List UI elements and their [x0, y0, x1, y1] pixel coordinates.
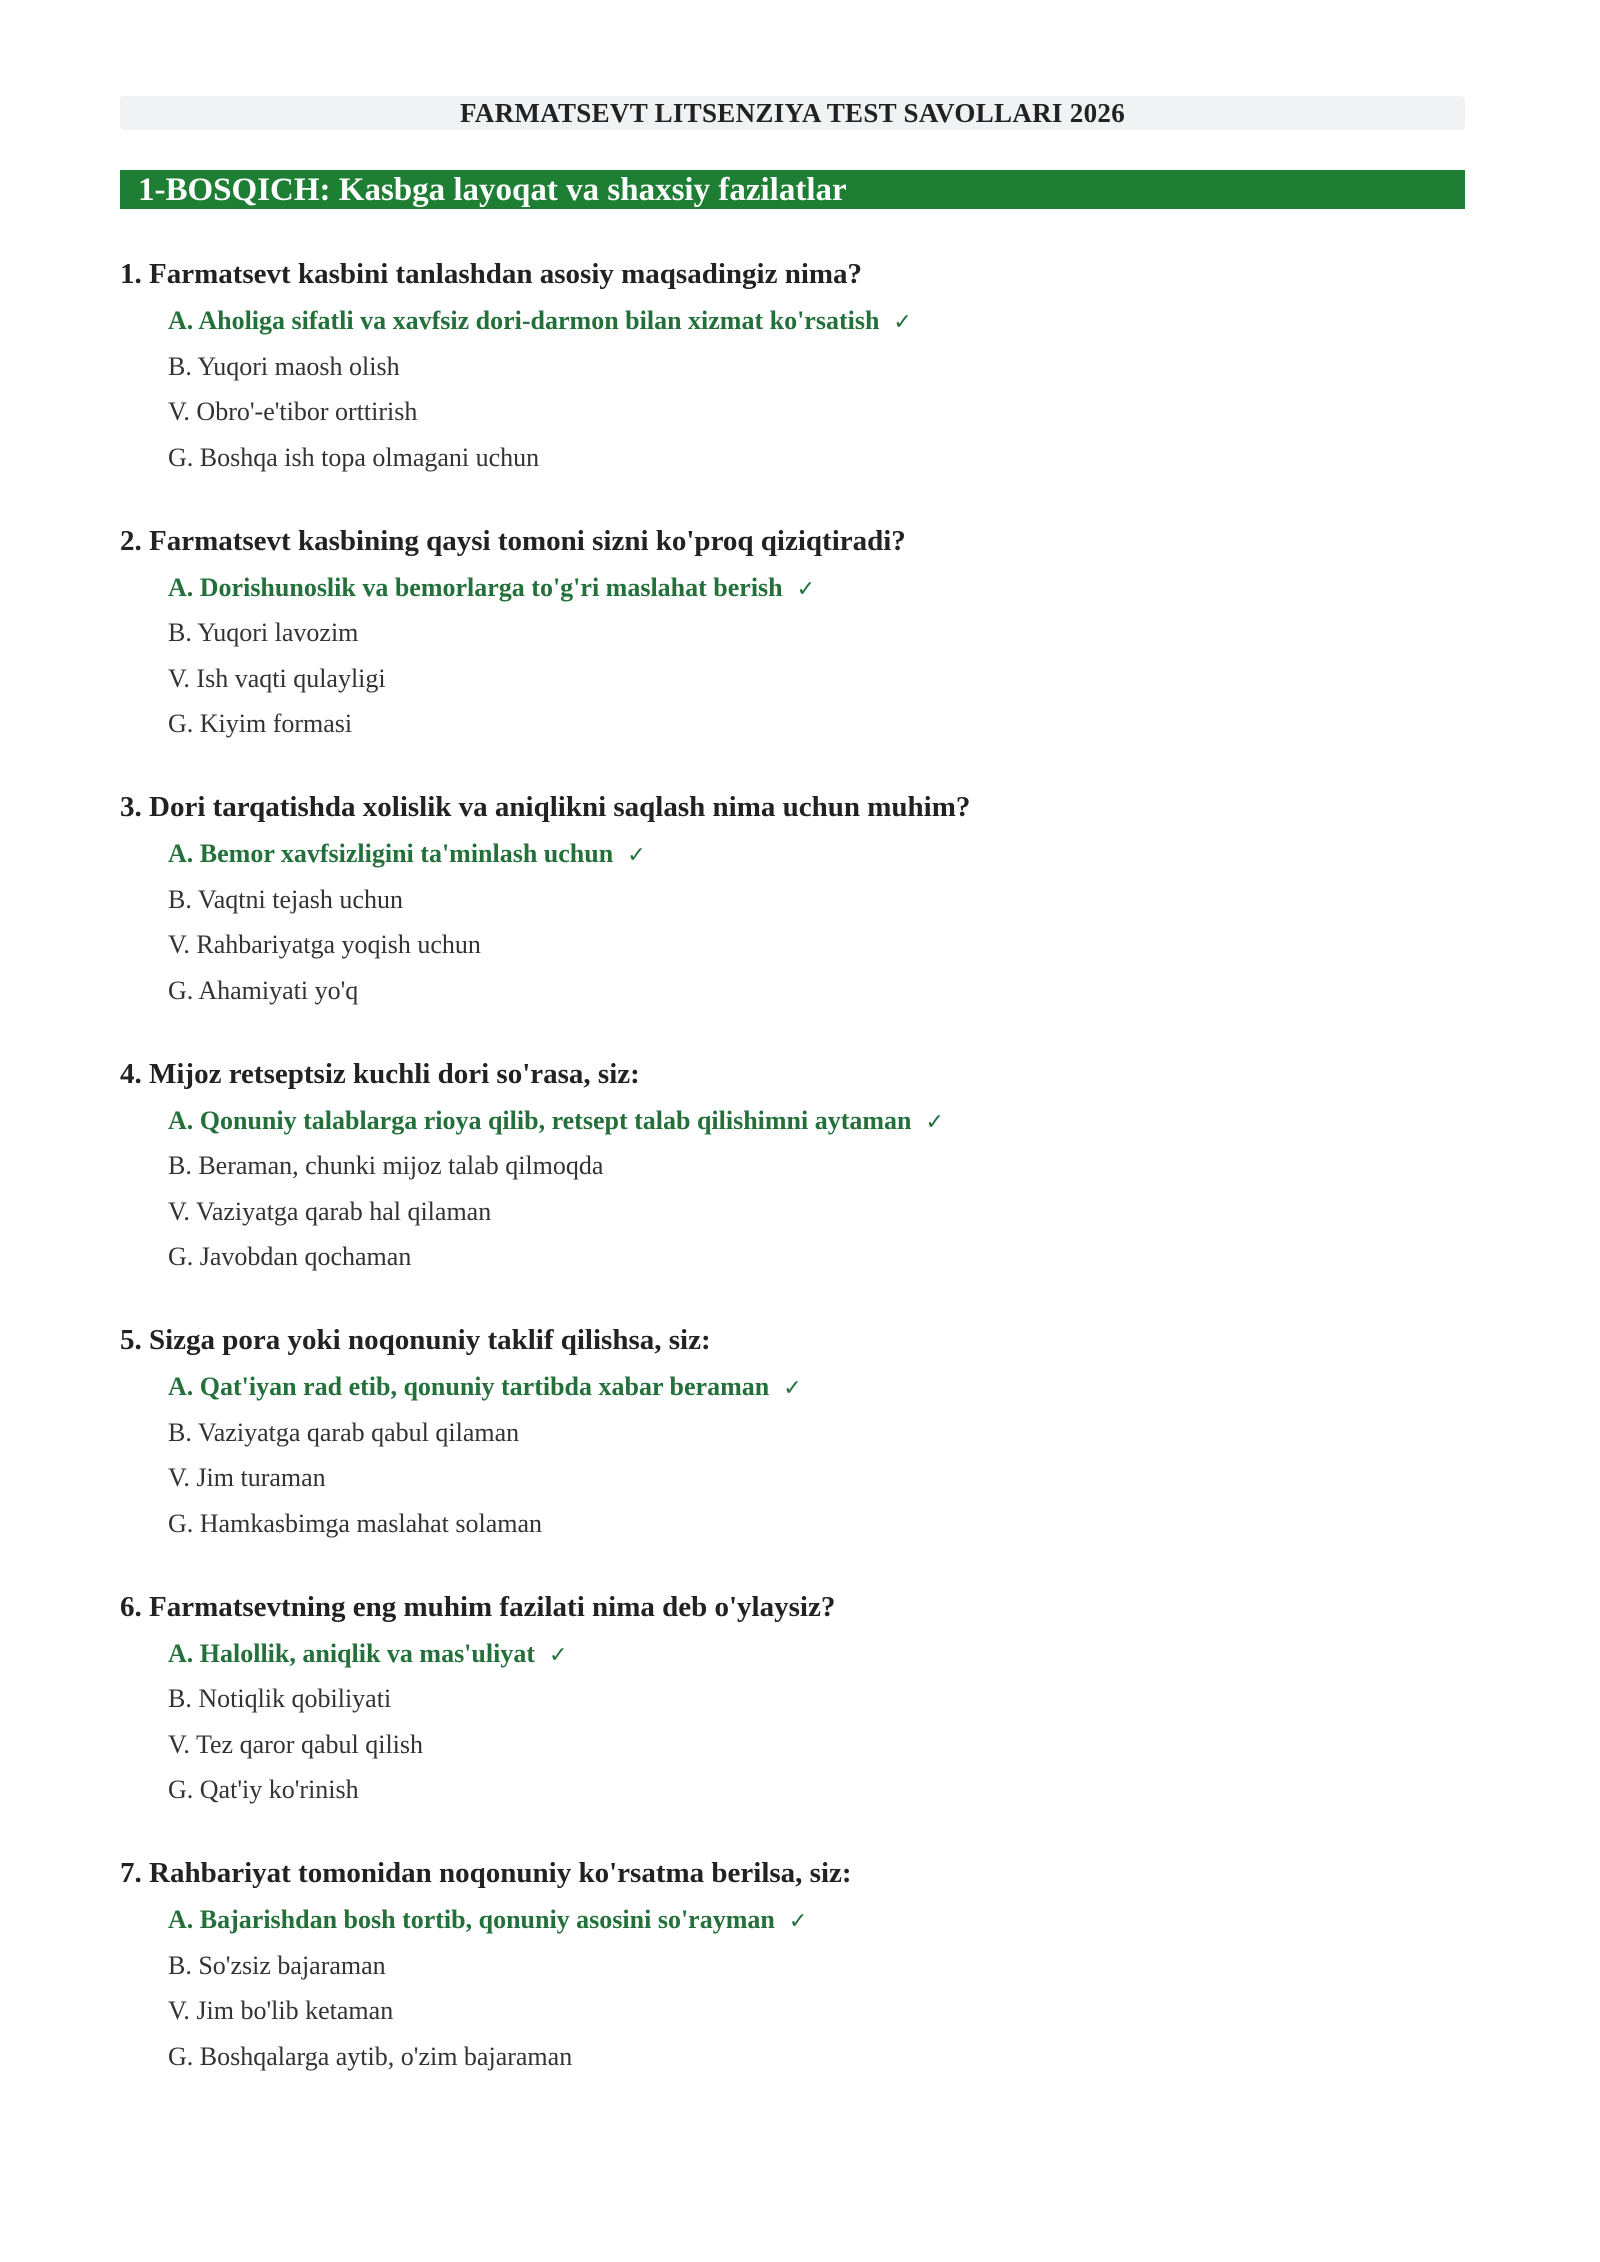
answer-option [168, 1722, 1465, 1768]
answer-text: G. Hamkasbimga maslahat solaman [168, 1508, 543, 1538]
answer-text: B. Vaqtni tejash uchun [168, 884, 403, 914]
check-mark-icon: ✓ [627, 843, 646, 868]
answer-list [120, 1897, 1465, 2079]
question-item [120, 1849, 1465, 2116]
correct-answer-option [168, 1631, 1465, 1677]
answer-text: V. Jim turaman [168, 1463, 326, 1492]
answer-text: B. Notiqlik qobiliyati [168, 1684, 392, 1713]
correct-answer-option [168, 298, 1465, 344]
answer-list [120, 565, 1465, 747]
answer-text: V. Vaziyatga qarab hal qilaman [168, 1196, 492, 1226]
check-mark-icon: ✓ [788, 1909, 808, 1934]
check-mark-icon: ✓ [893, 310, 912, 335]
answer-option [168, 435, 1465, 481]
answer-text: V. Obro'-e'tibor orttirish [168, 397, 418, 426]
correct-answer-option [168, 1098, 1465, 1144]
answer-option [168, 656, 1465, 702]
answer-option [168, 1143, 1465, 1189]
answer-text: A. Halollik, aniqlik va mas'uliyat [168, 1638, 535, 1668]
answer-option [168, 1234, 1465, 1280]
answer-option [168, 1189, 1465, 1235]
answer-option [168, 344, 1465, 390]
question-title: 6. Farmatsevtning eng muhim fazilati nima deb o'ylaysiz? [120, 1590, 836, 1623]
question-item [120, 1316, 1465, 1583]
answer-list [120, 1364, 1465, 1546]
question-item [120, 1050, 1465, 1317]
answer-option [168, 1767, 1465, 1813]
answer-list [120, 1631, 1465, 1813]
answer-option [168, 610, 1465, 656]
correct-answer-option [168, 565, 1465, 611]
answer-option [168, 922, 1465, 968]
answer-option [168, 1501, 1465, 1547]
question-title: 4. Mijoz retseptsiz kuchli dori so'rasa, siz: [120, 1057, 640, 1090]
correct-answer-option [168, 831, 1465, 877]
answer-text: B. So'zsiz bajaraman [168, 1950, 386, 1980]
answer-text: V. Jim bo'lib ketaman [168, 1996, 394, 2025]
check-mark-icon: ✓ [548, 1642, 568, 1668]
answer-option [168, 968, 1465, 1014]
answer-text: G. Qat'iy ko'rinish [168, 1775, 359, 1804]
answer-text: G. Ahamiyati yo'q [168, 975, 359, 1005]
section-title: 1-BOSQICH: Kasbga layoqat va shaxsiy fazilatlar [120, 170, 1465, 209]
check-mark-icon: ✓ [783, 1376, 802, 1401]
answer-text: A. Bemor xavfsizligini ta'minlash uchun [168, 839, 614, 868]
answer-text: B. Vaziyatga qarab qabul qilaman [168, 1417, 520, 1447]
answer-text: V. Ish vaqti qulayligi [168, 663, 386, 693]
answer-text: G. Javobdan qochaman [168, 1242, 412, 1271]
answer-text: A. Qonuniy talablarga rioya qilib, retsept talab qilishimni aytaman [168, 1105, 912, 1135]
answer-option [168, 1676, 1465, 1722]
check-mark-icon: ✓ [925, 1109, 944, 1135]
answer-text: G. Kiyim formasi [168, 709, 353, 738]
answer-text: V. Tez qaror qabul qilish [168, 1729, 424, 1759]
question-item [120, 250, 1465, 517]
check-mark-icon: ✓ [796, 576, 816, 602]
correct-answer-option [168, 1897, 1465, 1943]
correct-answer-option [168, 1364, 1465, 1410]
question-title: 7. Rahbariyat tomonidan noqonuniy ko'rsatma berilsa, siz: [120, 1857, 852, 1889]
question-title: 2. Farmatsevt kasbining qaysi tomoni sizni ko'proq qiziqtiradi? [120, 524, 906, 557]
answer-text: B. Yuqori maosh olish [168, 351, 400, 381]
question-title: 3. Dori tarqatishda xolislik va aniqlikni saqlash nima uchun muhim? [120, 791, 971, 823]
question-item [120, 517, 1465, 784]
answer-list [120, 831, 1465, 1013]
answer-text: A. Dorishunoslik va bemorlarga to'g'ri maslahat berish [168, 572, 783, 602]
answer-option [168, 2034, 1465, 2080]
answer-text: A. Aholiga sifatli va xavfsiz dori-darmon bilan xizmat ko'rsatish [168, 306, 880, 335]
answer-text: B. Beraman, chunki mijoz talab qilmoqda [168, 1151, 604, 1180]
answer-option [168, 1943, 1465, 1989]
document-header: FARMATSEVT LITSENZIYA TEST SAVOLLARI 2026 [120, 96, 1465, 130]
answer-option [168, 1410, 1465, 1456]
question-title: 1. Farmatsevt kasbini tanlashdan asosiy maqsadingiz nima? [120, 258, 863, 290]
answer-text: G. Boshqa ish topa olmagani uchun [168, 442, 540, 472]
answer-option [168, 877, 1465, 923]
answer-option [168, 389, 1465, 435]
answer-option [168, 701, 1465, 747]
answer-text: A. Qat'iyan rad etib, qonuniy tartibda xabar beraman [168, 1372, 770, 1401]
answer-option [168, 1455, 1465, 1501]
answer-text: G. Boshqalarga aytib, o'zim bajaraman [168, 2041, 573, 2071]
question-title: 5. Sizga pora yoki noqonuniy taklif qilishsa, siz: [120, 1324, 711, 1356]
question-list [120, 250, 1465, 2116]
answer-list [120, 298, 1465, 480]
answer-option [168, 1988, 1465, 2034]
question-item [120, 1583, 1465, 1850]
answer-text: A. Bajarishdan bosh tortib, qonuniy asosini so'rayman [168, 1905, 775, 1934]
answer-list [120, 1098, 1465, 1280]
question-item [120, 783, 1465, 1050]
answer-text: V. Rahbariyatga yoqish uchun [168, 930, 481, 959]
answer-text: B. Yuqori lavozim [168, 618, 359, 647]
